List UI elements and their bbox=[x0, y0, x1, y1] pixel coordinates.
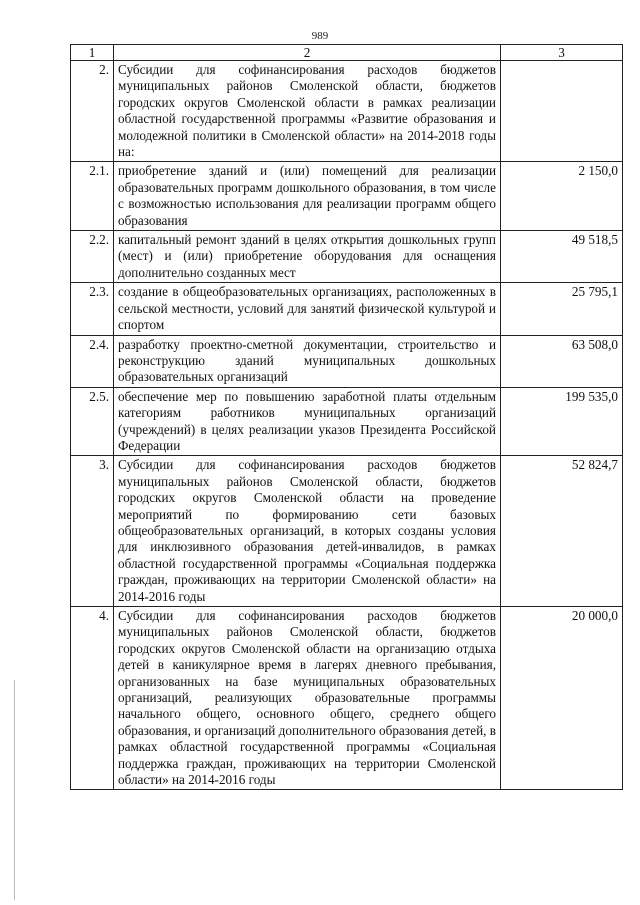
row-description: Субсидии для софинансирования расходов бюджетов муниципальных районов Смоленской области, бюджетов городских округов Смоленской области в рамках реализации областной государственной программы «Развитие образования и молодежной политики в Смоленской области» на 2014-2018 годы на: bbox=[114, 61, 501, 162]
table-row bbox=[71, 283, 623, 335]
row-description: создание в общеобразовательных организациях, расположенных в сельской местности, условий для занятий физической культурой и спортом bbox=[114, 283, 501, 335]
row-description: капитальный ремонт зданий в целях открытия дошкольных групп (мест) и (или) приобретение оборудования для оснащения дополнительно созданных мест bbox=[114, 231, 501, 283]
row-amount: 20 000,0 bbox=[501, 607, 623, 790]
row-number: 2.3. bbox=[71, 283, 114, 335]
row-description: Субсидии для софинансирования расходов бюджетов муниципальных районов Смоленской области, бюджетов городских округов Смоленской области на организацию отдыха детей в каникулярное время в лагерях дневного пребывания, организованных на базе муниципальных образовательных организаций, реализующих образовательные программы начального общего, основного общего, среднего общего образования, и организаций дополнительного образования детей, в рамках областной государственной программы «Социальная поддержка граждан, проживающих на территории Смоленской области» на 2014-2016 годы bbox=[114, 607, 501, 790]
table-row bbox=[71, 387, 623, 456]
header-col-2: 2 bbox=[114, 45, 501, 61]
table-row bbox=[71, 335, 623, 387]
table-row bbox=[71, 231, 623, 283]
row-amount: 52 824,7 bbox=[501, 456, 623, 607]
table-row bbox=[71, 456, 623, 607]
row-amount: 25 795,1 bbox=[501, 283, 623, 335]
row-amount: 49 518,5 bbox=[501, 231, 623, 283]
scan-edge-line bbox=[14, 680, 15, 900]
row-number: 2.4. bbox=[71, 335, 114, 387]
header-col-3: 3 bbox=[501, 45, 623, 61]
table-header-row bbox=[71, 45, 623, 61]
row-description: обеспечение мер по повышению заработной платы отдельным категориям работников муниципальных организаций (учреждений) в целях реализации указов Президента Российской Федерации bbox=[114, 387, 501, 456]
row-number: 3. bbox=[71, 456, 114, 607]
row-description: приобретение зданий и (или) помещений для реализации образовательных программ дошкольного образования, в том числе с возможностью использования для реализации программ общего образования bbox=[114, 162, 501, 231]
row-number: 4. bbox=[71, 607, 114, 790]
table-row bbox=[71, 162, 623, 231]
row-number: 2. bbox=[71, 61, 114, 162]
row-amount: 63 508,0 bbox=[501, 335, 623, 387]
subsidy-table bbox=[70, 44, 623, 790]
table-row bbox=[71, 61, 623, 162]
row-description: Субсидии для софинансирования расходов бюджетов муниципальных районов Смоленской области, бюджетов городских округов Смоленской области на проведение мероприятий по формированию сети базовых общеобразовательных организаций, в которых созданы условия для инклюзивного образования детей-инвалидов, в рамках областной государственной программы «Социальная поддержка граждан, проживающих на территории Смоленской области» на 2014-2016 годы bbox=[114, 456, 501, 607]
row-amount bbox=[501, 61, 623, 162]
row-number: 2.5. bbox=[71, 387, 114, 456]
row-amount: 2 150,0 bbox=[501, 162, 623, 231]
row-amount: 199 535,0 bbox=[501, 387, 623, 456]
row-number: 2.1. bbox=[71, 162, 114, 231]
page-number: 989 bbox=[311, 30, 329, 42]
header-col-1: 1 bbox=[71, 45, 114, 61]
row-description: разработку проектно-сметной документации, строительство и реконструкцию зданий муниципальных дошкольных образовательных организаций bbox=[114, 335, 501, 387]
row-number: 2.2. bbox=[71, 231, 114, 283]
table-row bbox=[71, 607, 623, 790]
